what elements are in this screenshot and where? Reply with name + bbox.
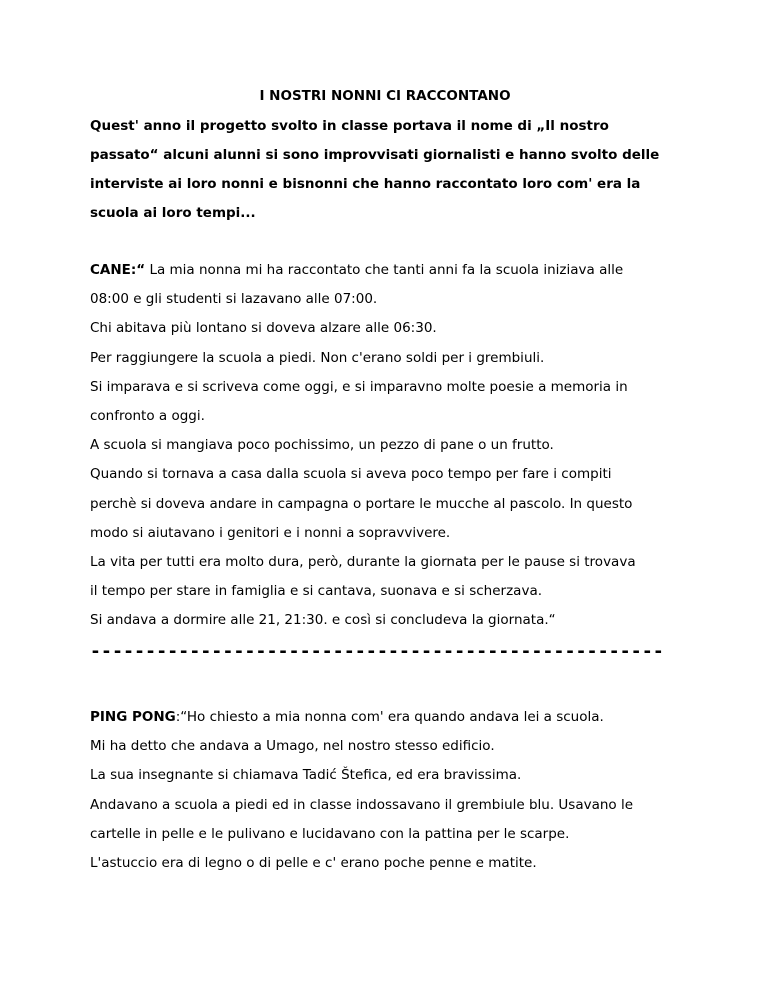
cane-line: Si andava a dormire alle 21, 21:30. e così si concludeva la giornata.“	[90, 612, 556, 629]
cane-lead: CANE:“	[90, 262, 146, 278]
cane-line: perchè si doveva andare in campagna o portare le mucche al pascolo. In questo	[90, 495, 633, 512]
cane-section	[90, 256, 680, 636]
cane-line: Chi abitava più lontano si doveva alzare alle 06:30.	[90, 320, 437, 337]
cane-line: il tempo per stare in famiglia e si cantava, suonava e si scherzava.	[90, 583, 543, 600]
ping-pong-section	[90, 703, 680, 878]
cane-line: Quando si tornava a casa dalla scuola si aveva poco tempo per fare i compiti	[90, 466, 612, 483]
intro-line: scuola ai loro tempi...	[90, 205, 256, 221]
cane-first-line-text: La mia nonna mi ha raccontato che tanti anni fa la scuola iniziava alle	[145, 262, 624, 278]
section-divider: ----------------------------------------------------	[90, 641, 664, 662]
cane-line: 08:00 e gli studenti si lazavano alle 07:00.	[90, 291, 378, 308]
page-title: I NOSTRI NONNI CI RACCONTANO	[259, 88, 511, 104]
cane-line: A scuola si mangiava poco pochissimo, un pezzo di pane o un frutto.	[90, 437, 554, 454]
ping-pong-line: L'astuccio era di legno o di pelle e c' erano poche penne e matite.	[90, 855, 537, 872]
ping-pong-first-line	[90, 703, 680, 732]
cane-line: La vita per tutti era molto dura, però, durante la giornata per le pause si trovava	[90, 554, 636, 571]
intro-paragraph	[90, 112, 680, 228]
ping-pong-first-line-text: :“Ho chiesto a mia nonna com' era quando andava lei a scuola.	[175, 709, 604, 725]
ping-pong-line: La sua insegnante si chiamava Tadić Štefica, ed era bravissima.	[90, 767, 522, 784]
cane-line: modo si aiutavano i genitori e i nonni a sopravvivere.	[90, 524, 451, 541]
ping-pong-lead: PING PONG	[90, 709, 176, 725]
cane-first-line	[90, 256, 680, 285]
intro-line: interviste ai loro nonni e bisnonni che hanno raccontato loro com' era la	[90, 176, 641, 192]
intro-line: passato“ alcuni alunni si sono improvvisati giornalisti e hanno svolto delle	[90, 147, 660, 163]
ping-pong-line: Andavano a scuola a piedi ed in classe indossavano il grembiule blu. Usavano le	[90, 796, 634, 813]
ping-pong-line: cartelle in pelle e le pulivano e lucidavano con la pattina per le scarpe.	[90, 825, 570, 842]
cane-line: Per raggiungere la scuola a piedi. Non c'erano soldi per i grembiuli.	[90, 349, 545, 366]
intro-line: Quest' anno il progetto svolto in classe portava il nome di „Il nostro	[90, 118, 609, 134]
ping-pong-line: Mi ha detto che andava a Umago, nel nostro stesso edificio.	[90, 738, 495, 755]
cane-line: Si imparava e si scriveva come oggi, e si imparavno molte poesie a memoria in	[90, 378, 628, 395]
cane-line: confronto a oggi.	[90, 408, 205, 425]
